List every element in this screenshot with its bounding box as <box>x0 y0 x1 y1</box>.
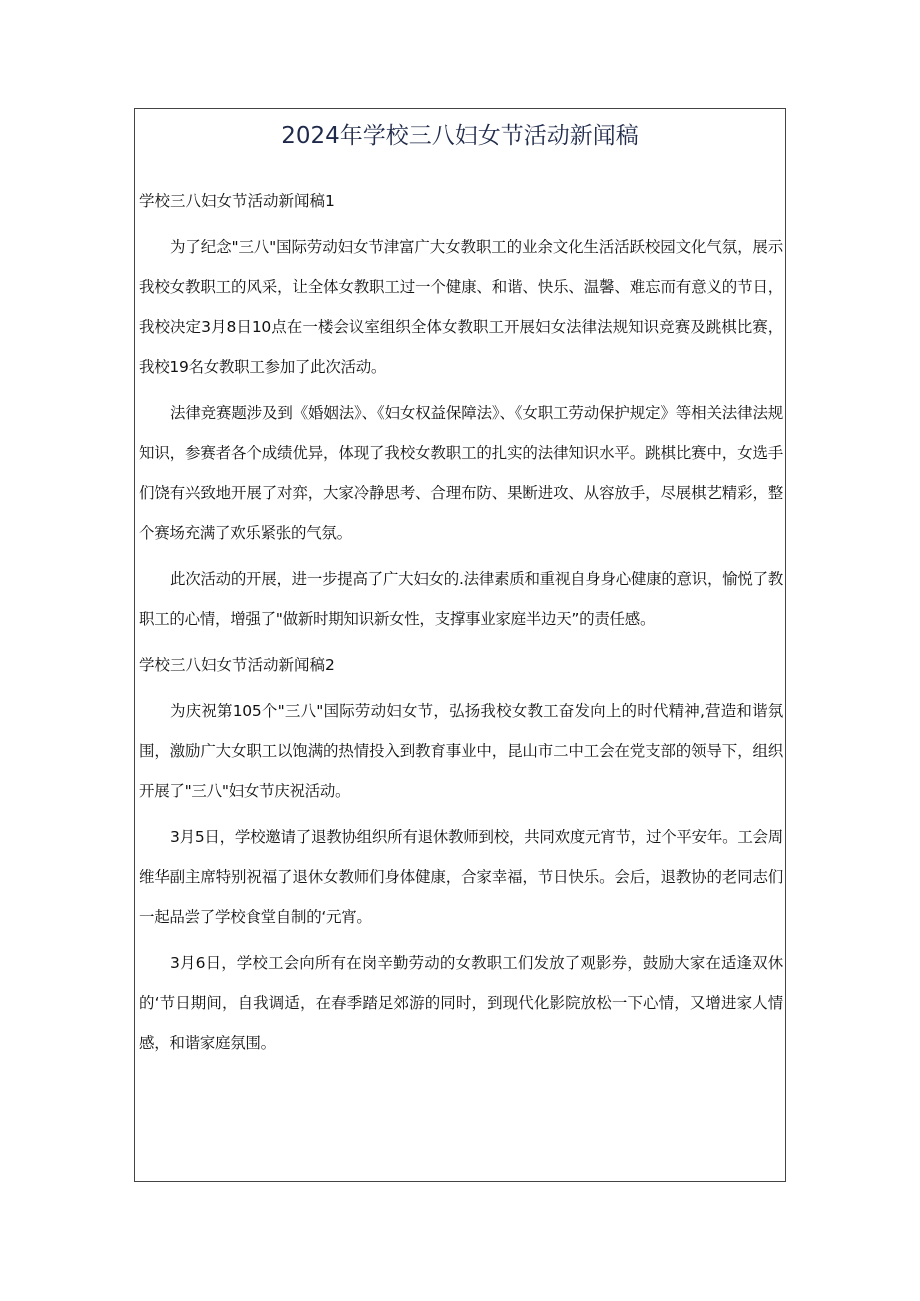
paragraph: 为了纪念"三八"国际劳动妇女节津富广大女教职工的业余文化生活活跃校园文化气氛，展示我校女教职工的风采，让全体女教职工过一个健康、和谐、快乐、温馨、难忘而有意义的节日，我校决定3月8日10点在一楼会议室组织全体女教职工开展妇女法律法规知识竞赛及跳棋比赛，我校19名女教职工参加了此次活动。 <box>139 238 783 376</box>
paragraph: 为庆祝第105个"三八"国际劳动妇女节，弘扬我校女教工奋发向上的时代精神,营造和谐氛围，激励广大女职工以饱满的热情投入到教育事业中，昆山市二中工会在党支部的领导下，组织开展了"三八"妇女节庆祝活动。 <box>139 702 783 800</box>
document-frame <box>134 108 786 1182</box>
paragraph: 法律竞赛题涉及到《婚姻法》、《妇女权益保障法》、《女职工劳动保护规定》等相关法律法规知识，参赛者各个成绩优异，体现了我校女教职工的扎实的法律知识水平。跳棋比赛中，女选手们饶有兴致地开展了对弈，大家冷静思考、合理布防、果断进攻、从容放手，尽展棋艺精彩，整个赛场充满了欢乐紧张的气氛。 <box>139 404 783 542</box>
section-heading: 学校三八妇女节活动新闻稿2 <box>139 656 335 674</box>
paragraph: 此次活动的开展，进一步提高了广大妇女的.法律素质和重视自身身心健康的意识，愉悦了教职工的心情，增强了"做新时期知识新女性，支撑事业家庭半边天”的责任感。 <box>139 570 783 628</box>
document-title: 2024年学校三八妇女节活动新闻稿 <box>281 123 639 149</box>
paragraph: 3月5日，学校邀请了退教协组织所有退休教师到校，共同欢度元宵节，过个平安年。工会周维华副主席特别祝福了退休女教师们身体健康，合家幸福，节日快乐。会后，退教协的老同志们一起品尝了学校食堂自制的‘元宵。 <box>139 828 783 926</box>
section-heading: 学校三八妇女节活动新闻稿1 <box>139 192 335 210</box>
paragraph: 3月6日，学校工会向所有在岗辛勤劳动的女教职工们发放了观影券，鼓励大家在适逢双休的‘节日期间，自我调适，在春季踏足郊游的同时，到现代化影院放松一下心情，又增进家人情感，和谐家庭氛围。 <box>139 954 783 1052</box>
document-body <box>139 181 783 1069</box>
